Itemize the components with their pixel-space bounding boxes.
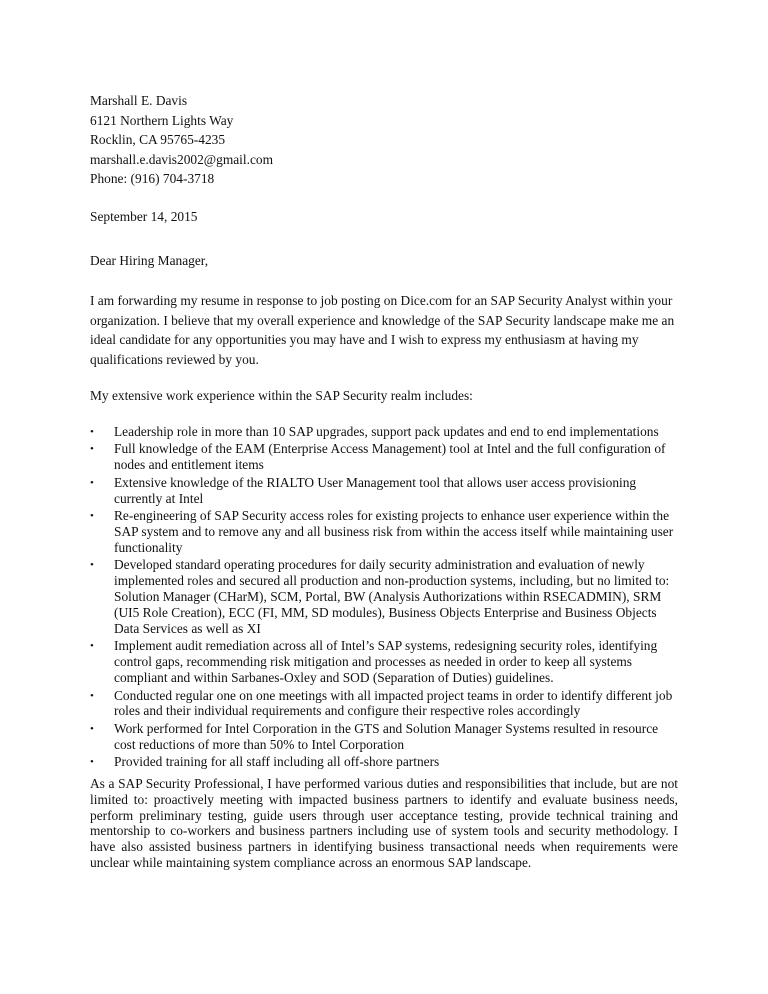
list-item bbox=[90, 475, 680, 507]
list-item bbox=[90, 638, 680, 686]
list-item-text: Extensive knowledge of the RIALTO User Management tool that allows user access provisioning currently at Intel bbox=[114, 474, 637, 506]
experience-bullet-list bbox=[90, 424, 680, 772]
list-item-text: Developed standard operating procedures for daily security administration and evaluation of newly implemented roles and secured all production and non-production systems, including, but no limited to: Solution Manager (CHarM), SCM, Portal, BW (Analysis Authorizations within RSECADMIN), SRM (UI5 Role Creation), ECC (FI, MM, SD modules), Business Objects Enterprise and Business Objects Data Services as well as XI bbox=[114, 557, 670, 636]
sender-name: Marshall E. Davis bbox=[90, 93, 188, 108]
bullet-icon: • bbox=[90, 559, 94, 572]
experience-list-lead: My extensive work experience within the SAP Security realm includes: bbox=[90, 388, 473, 403]
list-item-text: Full knowledge of the EAM (Enterprise Access Management) tool at Intel and the full configuration of nodes and entitlement items bbox=[114, 441, 666, 473]
list-item-text: Work performed for Intel Corporation in the GTS and Solution Manager Systems resulted in resource cost reductions of more than 50% to Intel Corporation bbox=[114, 720, 659, 752]
bullet-icon: • bbox=[90, 443, 94, 456]
closing-paragraph: As a SAP Security Professional, I have performed various duties and responsibilities that include, but are not limited to: proactively meeting with impacted business partners to identify and evaluate business needs, perform preliminary testing, guide users through user acceptance testing, provide technical training and mentorship to co-workers and business partners including use of system tools and security methodology. I have also assisted business partners in identifying business transactional needs when requirements were unclear while maintaining system compliance across an enormous SAP landscape. bbox=[90, 776, 678, 870]
bullet-icon: • bbox=[90, 722, 94, 735]
sender-city-state-zip: Rocklin, CA 95765-4235 bbox=[90, 132, 226, 148]
intro-paragraph: I am forwarding my resume in response to job posting on Dice.com for an SAP Security Analyst within your organization. I believe that my overall experience and knowledge of the SAP Security landscape make me an ideal candidate for any opportunities you may have and I wish to express my enthusiasm at having my qualifications reviewed by you. bbox=[90, 293, 675, 367]
sender-street: 6121 Northern Lights Way bbox=[90, 112, 234, 128]
bullet-icon: • bbox=[90, 476, 94, 489]
list-item bbox=[90, 508, 680, 556]
list-item-text: Leadership role in more than 10 SAP upgrades, support pack updates and end to end implementations bbox=[114, 424, 659, 439]
list-item bbox=[90, 557, 680, 637]
list-item-text: Implement audit remediation across all of Intel’s SAP systems, redesigning security roles, identifying control gaps, recommending risk mitigation and processes as needed in order to keep all systems compliant and within Sarbanes-Oxley and SOD (Separation of Duties) guidelines. bbox=[114, 638, 658, 686]
bullet-icon: • bbox=[90, 756, 94, 769]
list-item bbox=[90, 754, 680, 770]
list-item bbox=[90, 721, 680, 753]
bullet-icon: • bbox=[90, 426, 94, 438]
letter-date: September 14, 2015 bbox=[90, 209, 198, 224]
list-item bbox=[90, 441, 680, 473]
bullet-icon: • bbox=[90, 510, 94, 523]
sender-email: marshall.e.davis2002@gmail.com bbox=[90, 151, 274, 167]
sender-phone: Phone: (916) 704-3718 bbox=[90, 171, 215, 187]
list-item bbox=[90, 424, 680, 440]
sender-address-block bbox=[90, 91, 690, 189]
bullet-icon: • bbox=[90, 640, 94, 653]
list-item-text: Provided training for all staff including all off-shore partners bbox=[114, 754, 440, 770]
list-item-text: Re-engineering of SAP Security access roles for existing projects to enhance user experience within the SAP system and to remove any and all business risk from within the access itself while maintaining user functionality bbox=[114, 508, 674, 555]
salutation: Dear Hiring Manager, bbox=[90, 253, 209, 268]
list-item-text: Conducted regular one on one meetings with all impacted project teams in order to identify different job roles and their individual requirements and configure their respective roles accordingly bbox=[114, 687, 673, 719]
list-item bbox=[90, 688, 680, 720]
bullet-icon: • bbox=[90, 689, 94, 702]
